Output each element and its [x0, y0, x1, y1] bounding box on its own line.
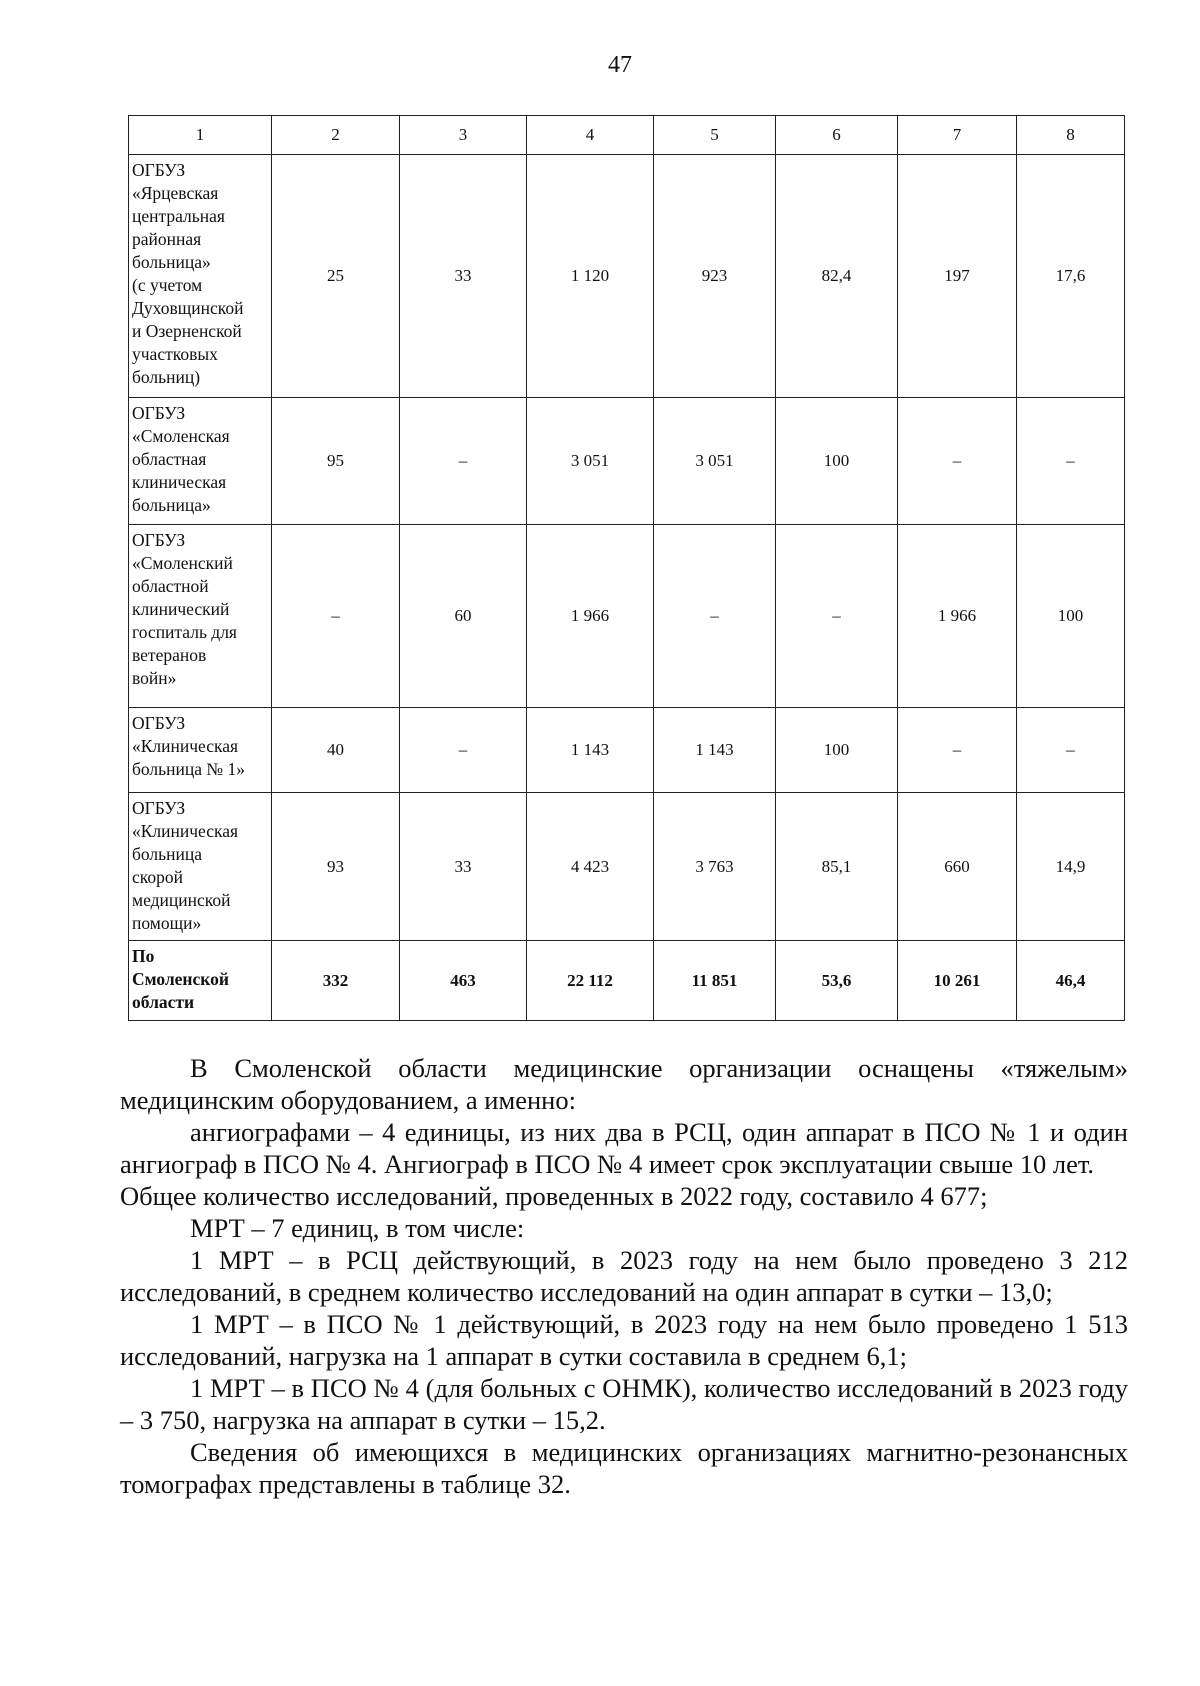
- column-header: 3: [400, 116, 527, 155]
- value-cell: 33: [400, 155, 527, 398]
- organization-name-line: больниц): [132, 367, 201, 387]
- value-cell: –: [400, 708, 527, 793]
- value-cell: 17,6: [1017, 155, 1125, 398]
- value-cell: 3 051: [527, 398, 654, 525]
- organization-name-line: Смоленской: [132, 969, 229, 989]
- table-row: [129, 398, 1125, 525]
- organization-name-line: больница № 1»: [132, 759, 245, 779]
- value-cell: 463: [400, 941, 527, 1021]
- paragraph: Общее количество исследований, проведенных в 2022 году, составило 4 677;: [120, 1181, 988, 1211]
- organization-name-line: области: [132, 992, 195, 1012]
- table-row: [129, 155, 1125, 398]
- value-cell: 660: [898, 793, 1017, 941]
- value-cell: 46,4: [1017, 941, 1125, 1021]
- value-cell: 25: [272, 155, 400, 398]
- value-cell: 3 763: [654, 793, 776, 941]
- organization-name-line: районная: [132, 229, 202, 249]
- organization-cell: [129, 155, 272, 398]
- organization-name-line: клиническая: [132, 472, 227, 492]
- paragraph: 1 МРТ – в ПСО № 4 (для больных с ОНМК), количество исследований в 2023 году – 3 750, нагрузка на аппарат в сутки – 15,2.: [120, 1373, 1128, 1435]
- table-total-row: [129, 941, 1125, 1021]
- organization-name-line: больница: [132, 844, 202, 864]
- value-cell: 3 051: [654, 398, 776, 525]
- organization-name-line: «Клиническая: [132, 821, 239, 841]
- table-row: [129, 525, 1125, 708]
- page-number: 47: [608, 52, 632, 78]
- value-cell: –: [898, 398, 1017, 525]
- value-cell: –: [1017, 398, 1125, 525]
- organization-name-line: «Смоленский: [132, 553, 233, 573]
- organization-cell: [129, 398, 272, 525]
- organization-name-line: и Озерненской: [132, 321, 242, 341]
- organization-name-line: участковых: [132, 344, 218, 364]
- organization-name-line: «Ярцевская: [132, 183, 219, 203]
- paragraph: ангиографами – 4 единицы, из них два в РСЦ, один аппарат в ПСО № 1 и один ангиограф в ПСО № 4. Ангиограф в ПСО № 4 имеет срок эксплуатации свыше 10 лет.: [120, 1117, 1128, 1179]
- organization-name-line: медицинской: [132, 890, 231, 910]
- table-row: [129, 708, 1125, 793]
- organization-name-line: ветеранов: [132, 645, 207, 665]
- organization-name-line: ОГБУЗ: [132, 530, 186, 550]
- value-cell: 85,1: [776, 793, 898, 941]
- value-cell: –: [898, 708, 1017, 793]
- organization-name-line: областная: [132, 449, 207, 469]
- value-cell: 10 261: [898, 941, 1017, 1021]
- column-header: 4: [527, 116, 654, 155]
- value-cell: 53,6: [776, 941, 898, 1021]
- organization-cell: [129, 708, 272, 793]
- value-cell: –: [1017, 708, 1125, 793]
- value-cell: 197: [898, 155, 1017, 398]
- data-table: [128, 115, 1125, 1021]
- value-cell: 100: [776, 708, 898, 793]
- organization-name-line: больница»: [132, 252, 211, 272]
- table-header-row: [129, 116, 1125, 155]
- value-cell: 11 851: [654, 941, 776, 1021]
- organization-name-line: помощи»: [132, 913, 202, 933]
- value-cell: 95: [272, 398, 400, 525]
- organization-cell: [129, 793, 272, 941]
- value-cell: 22 112: [527, 941, 654, 1021]
- paragraph: 1 МРТ – в РСЦ действующий, в 2023 году на нем было проведено 3 212 исследований, в среднем количество исследований на один аппарат в сутки – 13,0;: [120, 1245, 1128, 1307]
- organization-name-line: ОГБУЗ: [132, 160, 186, 180]
- organization-name-line: центральная: [132, 206, 225, 226]
- organization-name-line: войн»: [132, 668, 177, 688]
- value-cell: 923: [654, 155, 776, 398]
- column-header: 7: [898, 116, 1017, 155]
- organization-name-line: скорой: [132, 867, 183, 887]
- organization-name-line: (с учетом: [132, 275, 203, 295]
- organization-name-line: «Клиническая: [132, 736, 239, 756]
- organization-name-line: По: [132, 946, 155, 966]
- value-cell: –: [272, 525, 400, 708]
- value-cell: –: [776, 525, 898, 708]
- column-header: 1: [129, 116, 272, 155]
- value-cell: 93: [272, 793, 400, 941]
- value-cell: 14,9: [1017, 793, 1125, 941]
- table-row: [129, 793, 1125, 941]
- value-cell: –: [400, 398, 527, 525]
- paragraph: 1 МРТ – в ПСО № 1 действующий, в 2023 году на нем было проведено 1 513 исследований, нагрузка на 1 аппарат в сутки составила в среднем 6,1;: [120, 1309, 1128, 1371]
- organization-name-line: «Смоленская: [132, 426, 230, 446]
- paragraph: В Смоленской области медицинские организации оснащены «тяжелым» медицинским оборудованием, а именно:: [120, 1053, 1128, 1115]
- value-cell: 4 423: [527, 793, 654, 941]
- value-cell: 100: [776, 398, 898, 525]
- value-cell: 40: [272, 708, 400, 793]
- organization-name-line: областной: [132, 576, 209, 596]
- paragraph: МРТ – 7 единиц, в том числе:: [190, 1213, 525, 1243]
- column-header: 5: [654, 116, 776, 155]
- value-cell: 1 966: [898, 525, 1017, 708]
- column-header: 6: [776, 116, 898, 155]
- value-cell: 1 966: [527, 525, 654, 708]
- organization-name-line: больница»: [132, 495, 211, 515]
- value-cell: 1 120: [527, 155, 654, 398]
- value-cell: 100: [1017, 525, 1125, 708]
- value-cell: –: [654, 525, 776, 708]
- paragraph: Сведения об имеющихся в медицинских организациях магнитно-резонансных томографах представлены в таблице 32.: [120, 1437, 1128, 1499]
- organization-name-line: ОГБУЗ: [132, 403, 186, 423]
- column-header: 8: [1017, 116, 1125, 155]
- value-cell: 82,4: [776, 155, 898, 398]
- body-text: [120, 1052, 1128, 1500]
- value-cell: 60: [400, 525, 527, 708]
- organization-name-line: госпиталь для: [132, 622, 237, 642]
- organization-name-line: Духовщинской: [132, 298, 244, 318]
- value-cell: 1 143: [527, 708, 654, 793]
- value-cell: 33: [400, 793, 527, 941]
- organization-name-line: клинический: [132, 599, 230, 619]
- value-cell: 332: [272, 941, 400, 1021]
- organization-cell: [129, 525, 272, 708]
- column-header: 2: [272, 116, 400, 155]
- value-cell: 1 143: [654, 708, 776, 793]
- organization-cell: [129, 941, 272, 1021]
- organization-name-line: ОГБУЗ: [132, 713, 186, 733]
- organization-name-line: ОГБУЗ: [132, 798, 186, 818]
